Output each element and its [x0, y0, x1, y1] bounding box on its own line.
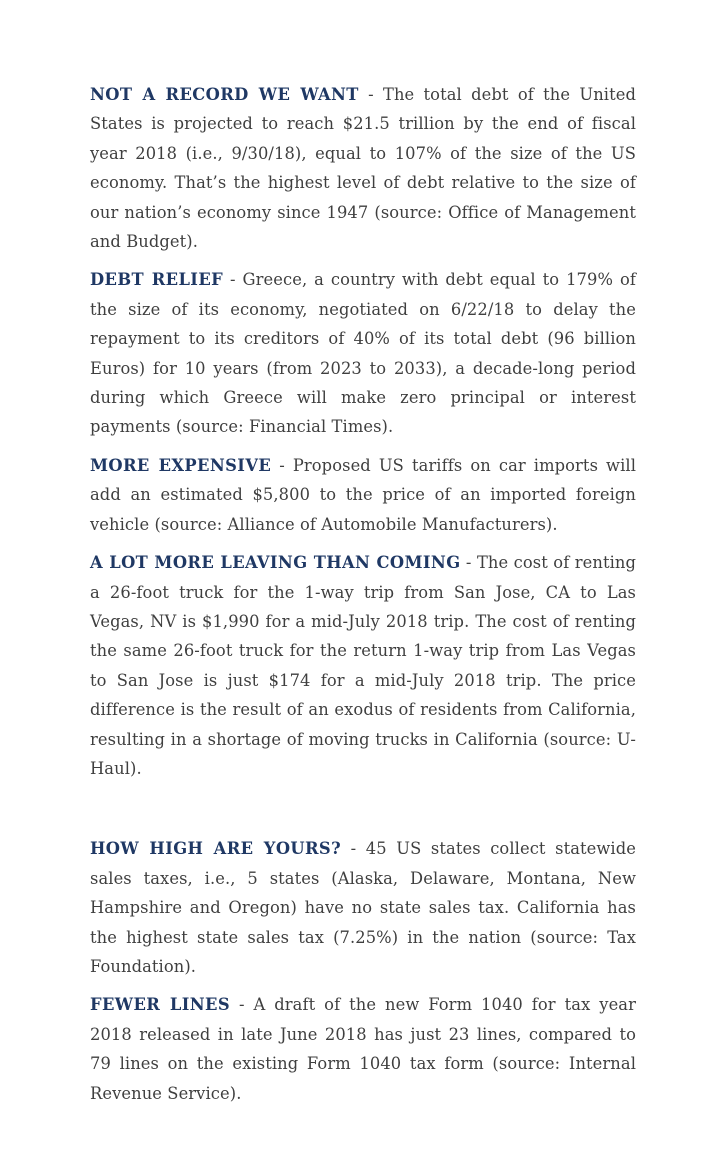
news-item	[90, 548, 636, 783]
heading-body-separator: -	[460, 553, 477, 573]
news-item-heading: DEBT RELIEF	[90, 270, 224, 290]
news-item-heading: FEWER LINES	[90, 995, 231, 1015]
news-item-body: A draft of the new Form 1040 for tax year 2018 released in late June 2018 has just 23 lines, compared to 79 lines on the existing Form 1040 tax form (source: Internal Revenue Service).	[90, 995, 636, 1103]
news-item	[90, 834, 636, 981]
news-item	[90, 80, 636, 256]
heading-body-separator: -	[223, 270, 243, 290]
news-item-body: The total debt of the United States is projected to reach $21.5 trillion by the end of fiscal year 2018 (i.e., 9/30/18), equal to 107% of the size of the US economy. That’s the highest level of debt relative to the size of our nation’s economy since 1947 (source: Office of Management and Budget).	[90, 85, 636, 252]
news-item	[90, 990, 636, 1108]
news-item	[90, 265, 636, 441]
news-item	[90, 451, 636, 539]
news-item-body: Greece, a country with debt equal to 179% of the size of its economy, negotiated on 6/22/18 to delay the repayment to its creditors of 40% of its total debt (96 billion Euros) for 10 years (from 2023 to 2033), a decade-long period during which Greece will make zero principal or interest payments (source: Financial Times).	[90, 270, 636, 437]
heading-body-separator: -	[358, 85, 383, 104]
news-item-heading: MORE EXPENSIVE	[90, 455, 272, 475]
news-item-heading: A LOT MORE LEAVING THAN COMING	[90, 553, 461, 573]
news-item-body: Proposed US tariffs on car imports will add an estimated $5,800 to the price of an imported foreign vehicle (source: Alliance of Automobile Manufacturers).	[90, 455, 637, 534]
news-item-body: 45 US states collect statewide sales taxes, i.e., 5 states (Alaska, Delaware, Montana, New Hampshire and Oregon) have no state sales tax. California has the highest state sales tax (7.25%) in the nation (source: Tax Foundation).	[90, 839, 637, 976]
news-item-body: The cost of renting a 26-foot truck for the 1-way trip from San Jose, CA to Las Vegas, NV is $1,990 for a mid-July 2018 trip. The cost of renting the same 26-foot truck for the return 1-way trip from Las Vegas to San Jose is just $174 for a mid-July 2018 trip. The price difference is the result of an exodus of residents from California, resulting in a shortage of moving trucks in California (source: U-Haul).	[90, 553, 636, 778]
news-item-heading: NOT A RECORD WE WANT	[90, 85, 359, 104]
heading-body-separator: -	[230, 995, 254, 1015]
heading-body-separator: -	[341, 839, 366, 859]
news-item-heading: HOW HIGH ARE YOURS?	[90, 839, 342, 859]
heading-body-separator: -	[271, 455, 293, 475]
